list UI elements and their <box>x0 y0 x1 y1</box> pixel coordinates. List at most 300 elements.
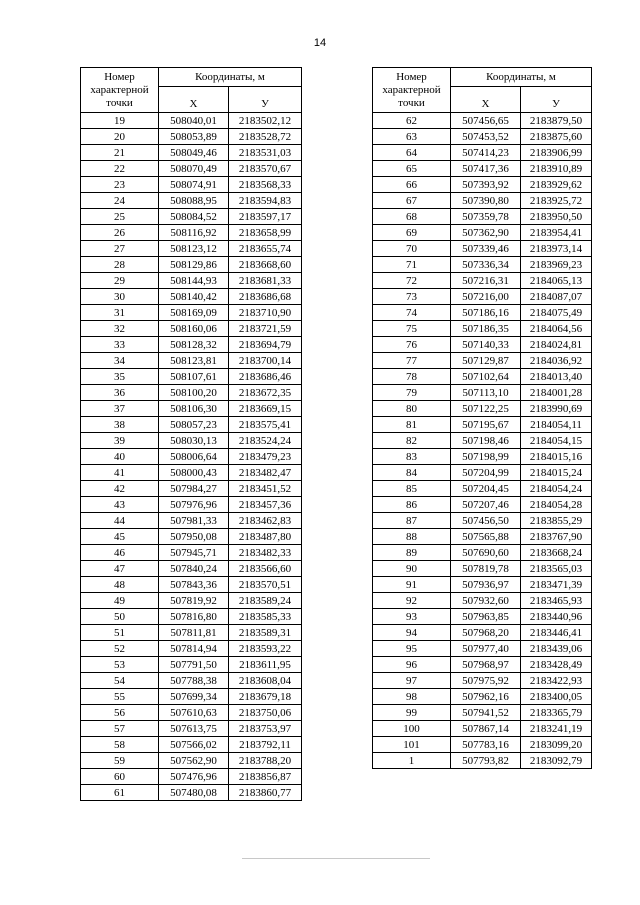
x-coordinate-cell: 508000,43 <box>159 465 229 481</box>
y-coordinate-cell: 2183585,33 <box>229 609 302 625</box>
x-coordinate-cell: 507476,96 <box>159 769 229 785</box>
point-number-cell: 85 <box>373 481 451 497</box>
point-number-cell: 30 <box>81 289 159 305</box>
table-row <box>373 193 592 209</box>
x-coordinate-cell: 508107,61 <box>159 369 229 385</box>
table-row <box>81 449 302 465</box>
point-number-cell: 36 <box>81 385 159 401</box>
x-column-header: X <box>451 87 521 113</box>
y-coordinate-cell: 2184075,49 <box>521 305 592 321</box>
x-coordinate-cell: 508128,32 <box>159 337 229 353</box>
x-coordinate-cell: 508129,86 <box>159 257 229 273</box>
x-coordinate-cell: 508106,30 <box>159 401 229 417</box>
y-coordinate-cell: 2183700,14 <box>229 353 302 369</box>
x-coordinate-cell: 507981,33 <box>159 513 229 529</box>
table-row <box>81 305 302 321</box>
x-coordinate-cell: 507480,08 <box>159 785 229 801</box>
point-number-cell: 48 <box>81 577 159 593</box>
y-coordinate-cell: 2183400,05 <box>521 689 592 705</box>
point-number-cell: 31 <box>81 305 159 321</box>
y-coordinate-cell: 2184013,40 <box>521 369 592 385</box>
x-coordinate-cell: 507840,24 <box>159 561 229 577</box>
y-coordinate-cell: 2183973,14 <box>521 241 592 257</box>
coordinates-header: Координаты, м <box>159 68 302 87</box>
x-coordinate-cell: 507562,90 <box>159 753 229 769</box>
y-coordinate-cell: 2183568,33 <box>229 177 302 193</box>
table-row <box>81 689 302 705</box>
point-number-cell: 101 <box>373 737 451 753</box>
point-number-cell: 50 <box>81 609 159 625</box>
point-number-cell: 58 <box>81 737 159 753</box>
table-row <box>373 337 592 353</box>
table-row <box>373 289 592 305</box>
x-coordinate-cell: 507359,78 <box>451 209 521 225</box>
point-number-cell: 86 <box>373 497 451 513</box>
y-coordinate-cell: 2183750,06 <box>229 705 302 721</box>
y-coordinate-cell: 2183856,87 <box>229 769 302 785</box>
table-row <box>81 113 302 129</box>
x-coordinate-cell: 507414,23 <box>451 145 521 161</box>
table-row <box>373 721 592 737</box>
y-coordinate-cell: 2183241,19 <box>521 721 592 737</box>
point-number-cell: 39 <box>81 433 159 449</box>
x-coordinate-cell: 508169,09 <box>159 305 229 321</box>
y-coordinate-cell: 2183589,31 <box>229 625 302 641</box>
table-row <box>81 737 302 753</box>
x-coordinate-cell: 508123,81 <box>159 353 229 369</box>
y-coordinate-cell: 2183365,79 <box>521 705 592 721</box>
table-row <box>81 401 302 417</box>
point-number-cell: 93 <box>373 609 451 625</box>
table-row <box>373 225 592 241</box>
coordinates-table-right <box>372 67 592 769</box>
x-coordinate-cell: 507936,97 <box>451 577 521 593</box>
point-number-cell: 91 <box>373 577 451 593</box>
y-coordinate-cell: 2184036,92 <box>521 353 592 369</box>
point-number-cell: 25 <box>81 209 159 225</box>
table-row <box>81 289 302 305</box>
x-coordinate-cell: 507945,71 <box>159 545 229 561</box>
x-coordinate-cell: 507613,75 <box>159 721 229 737</box>
coordinates-header: Координаты, м <box>451 68 592 87</box>
table-row <box>373 177 592 193</box>
y-coordinate-cell: 2183524,24 <box>229 433 302 449</box>
y-coordinate-cell: 2183446,41 <box>521 625 592 641</box>
x-coordinate-cell: 508070,49 <box>159 161 229 177</box>
y-coordinate-cell: 2183428,49 <box>521 657 592 673</box>
y-column-header: У <box>521 87 592 113</box>
x-coordinate-cell: 507984,27 <box>159 481 229 497</box>
x-coordinate-cell: 507207,46 <box>451 497 521 513</box>
table-row <box>81 225 302 241</box>
point-number-cell: 60 <box>81 769 159 785</box>
x-coordinate-cell: 508053,89 <box>159 129 229 145</box>
table-row <box>81 721 302 737</box>
x-coordinate-cell: 507791,50 <box>159 657 229 673</box>
point-number-cell: 64 <box>373 145 451 161</box>
y-coordinate-cell: 2183589,24 <box>229 593 302 609</box>
table-row <box>373 161 592 177</box>
point-number-cell: 45 <box>81 529 159 545</box>
table-row <box>373 481 592 497</box>
table-row <box>373 753 592 769</box>
point-number-cell: 26 <box>81 225 159 241</box>
x-coordinate-cell: 507129,87 <box>451 353 521 369</box>
x-coordinate-cell: 507811,81 <box>159 625 229 641</box>
x-coordinate-cell: 508057,23 <box>159 417 229 433</box>
y-coordinate-cell: 2183906,99 <box>521 145 592 161</box>
x-coordinate-cell: 507976,96 <box>159 497 229 513</box>
table-row <box>373 401 592 417</box>
y-coordinate-cell: 2183669,15 <box>229 401 302 417</box>
y-coordinate-cell: 2184015,24 <box>521 465 592 481</box>
x-coordinate-cell: 507977,40 <box>451 641 521 657</box>
x-coordinate-cell: 507102,64 <box>451 369 521 385</box>
table-row <box>81 177 302 193</box>
point-number-cell: 74 <box>373 305 451 321</box>
x-coordinate-cell: 507186,16 <box>451 305 521 321</box>
x-coordinate-cell: 507204,99 <box>451 465 521 481</box>
point-number-cell: 59 <box>81 753 159 769</box>
x-coordinate-cell: 507216,00 <box>451 289 521 305</box>
y-coordinate-cell: 2183575,41 <box>229 417 302 433</box>
y-coordinate-cell: 2184054,24 <box>521 481 592 497</box>
x-coordinate-cell: 508100,20 <box>159 385 229 401</box>
table-row <box>373 705 592 721</box>
y-coordinate-cell: 2183593,22 <box>229 641 302 657</box>
point-number-cell: 92 <box>373 593 451 609</box>
x-coordinate-cell: 507198,99 <box>451 449 521 465</box>
y-coordinate-cell: 2183471,39 <box>521 577 592 593</box>
table-row <box>373 657 592 673</box>
point-number-cell: 46 <box>81 545 159 561</box>
table-row <box>81 145 302 161</box>
x-coordinate-cell: 507362,90 <box>451 225 521 241</box>
x-coordinate-cell: 508084,52 <box>159 209 229 225</box>
x-coordinate-cell: 507122,25 <box>451 401 521 417</box>
point-number-cell: 43 <box>81 497 159 513</box>
point-number-cell: 53 <box>81 657 159 673</box>
table-row <box>373 689 592 705</box>
x-coordinate-cell: 507932,60 <box>451 593 521 609</box>
table-row <box>373 241 592 257</box>
y-coordinate-cell: 2183570,67 <box>229 161 302 177</box>
table-row <box>81 753 302 769</box>
point-number-cell: 42 <box>81 481 159 497</box>
x-coordinate-cell: 507456,65 <box>451 113 521 129</box>
point-number-cell: 77 <box>373 353 451 369</box>
point-number-cell: 80 <box>373 401 451 417</box>
point-number-cell: 24 <box>81 193 159 209</box>
y-coordinate-cell: 2183482,33 <box>229 545 302 561</box>
y-coordinate-cell: 2183668,60 <box>229 257 302 273</box>
x-coordinate-cell: 507417,36 <box>451 161 521 177</box>
point-number-cell: 90 <box>373 561 451 577</box>
x-coordinate-cell: 508123,12 <box>159 241 229 257</box>
table-row <box>81 273 302 289</box>
table-row <box>81 609 302 625</box>
table-row <box>81 769 302 785</box>
y-coordinate-cell: 2184015,16 <box>521 449 592 465</box>
point-number-cell: 70 <box>373 241 451 257</box>
point-number-cell: 81 <box>373 417 451 433</box>
table-row <box>373 305 592 321</box>
point-number-cell: 65 <box>373 161 451 177</box>
x-coordinate-cell: 507941,52 <box>451 705 521 721</box>
x-coordinate-cell: 507453,52 <box>451 129 521 145</box>
point-number-cell: 62 <box>373 113 451 129</box>
point-number-cell: 97 <box>373 673 451 689</box>
page-number: 14 <box>313 37 327 49</box>
x-coordinate-cell: 507186,35 <box>451 321 521 337</box>
table-row <box>81 625 302 641</box>
table-row <box>81 193 302 209</box>
coordinates-table-left <box>80 67 302 801</box>
table-row <box>81 561 302 577</box>
y-coordinate-cell: 2183969,23 <box>521 257 592 273</box>
table-row <box>373 321 592 337</box>
table-row <box>373 465 592 481</box>
y-coordinate-cell: 2184001,28 <box>521 385 592 401</box>
y-coordinate-cell: 2183099,20 <box>521 737 592 753</box>
x-coordinate-cell: 507814,94 <box>159 641 229 657</box>
y-coordinate-cell: 2183668,24 <box>521 545 592 561</box>
table-row <box>373 545 592 561</box>
table-row <box>373 641 592 657</box>
x-coordinate-cell: 507816,80 <box>159 609 229 625</box>
point-number-cell: 79 <box>373 385 451 401</box>
point-number-cell: 55 <box>81 689 159 705</box>
y-coordinate-cell: 2183440,96 <box>521 609 592 625</box>
y-coordinate-cell: 2183860,77 <box>229 785 302 801</box>
table-row <box>81 321 302 337</box>
y-coordinate-cell: 2183422,93 <box>521 673 592 689</box>
point-number-cell: 94 <box>373 625 451 641</box>
table-row <box>81 433 302 449</box>
y-coordinate-cell: 2183565,03 <box>521 561 592 577</box>
x-coordinate-cell: 508088,95 <box>159 193 229 209</box>
y-column-header: У <box>229 87 302 113</box>
table-row <box>81 209 302 225</box>
y-coordinate-cell: 2183611,95 <box>229 657 302 673</box>
coordinates-rows-right <box>373 113 592 769</box>
y-coordinate-cell: 2184087,07 <box>521 289 592 305</box>
x-coordinate-cell: 507690,60 <box>451 545 521 561</box>
point-number-cell: 71 <box>373 257 451 273</box>
y-coordinate-cell: 2184065,13 <box>521 273 592 289</box>
table-row <box>81 593 302 609</box>
table-row <box>81 465 302 481</box>
point-number-cell: 22 <box>81 161 159 177</box>
table-row <box>373 273 592 289</box>
table-row <box>81 577 302 593</box>
y-coordinate-cell: 2183487,80 <box>229 529 302 545</box>
y-coordinate-cell: 2183954,41 <box>521 225 592 241</box>
table-row <box>373 369 592 385</box>
table-row <box>373 417 592 433</box>
point-number-cell: 35 <box>81 369 159 385</box>
y-coordinate-cell: 2184054,15 <box>521 433 592 449</box>
y-coordinate-cell: 2184054,28 <box>521 497 592 513</box>
table-row <box>373 609 592 625</box>
table-row <box>373 113 592 129</box>
point-number-cell: 47 <box>81 561 159 577</box>
x-coordinate-cell: 507610,63 <box>159 705 229 721</box>
x-coordinate-cell: 507963,85 <box>451 609 521 625</box>
point-number-cell: 29 <box>81 273 159 289</box>
y-coordinate-cell: 2183679,18 <box>229 689 302 705</box>
x-coordinate-cell: 507390,80 <box>451 193 521 209</box>
point-number-cell: 32 <box>81 321 159 337</box>
point-number-cell: 78 <box>373 369 451 385</box>
point-number-cell: 76 <box>373 337 451 353</box>
y-coordinate-cell: 2183482,47 <box>229 465 302 481</box>
y-coordinate-cell: 2183531,03 <box>229 145 302 161</box>
table-row <box>373 385 592 401</box>
point-number-cell: 19 <box>81 113 159 129</box>
x-coordinate-cell: 507962,16 <box>451 689 521 705</box>
point-number-header: Номер характерной точки <box>373 68 451 113</box>
y-coordinate-cell: 2183753,97 <box>229 721 302 737</box>
x-coordinate-cell: 507198,46 <box>451 433 521 449</box>
point-number-cell: 67 <box>373 193 451 209</box>
y-coordinate-cell: 2183950,50 <box>521 209 592 225</box>
x-coordinate-cell: 508160,06 <box>159 321 229 337</box>
y-coordinate-cell: 2183462,83 <box>229 513 302 529</box>
y-coordinate-cell: 2183479,23 <box>229 449 302 465</box>
x-coordinate-cell: 507975,92 <box>451 673 521 689</box>
y-coordinate-cell: 2183721,59 <box>229 321 302 337</box>
x-coordinate-cell: 507843,36 <box>159 577 229 593</box>
y-coordinate-cell: 2183710,90 <box>229 305 302 321</box>
y-coordinate-cell: 2183686,46 <box>229 369 302 385</box>
x-coordinate-cell: 507968,97 <box>451 657 521 673</box>
point-number-cell: 82 <box>373 433 451 449</box>
x-coordinate-cell: 507867,14 <box>451 721 521 737</box>
x-coordinate-cell: 507216,31 <box>451 273 521 289</box>
table-row <box>81 705 302 721</box>
point-number-cell: 63 <box>373 129 451 145</box>
y-coordinate-cell: 2183655,74 <box>229 241 302 257</box>
x-coordinate-cell: 508006,64 <box>159 449 229 465</box>
x-coordinate-cell: 507783,16 <box>451 737 521 753</box>
point-number-cell: 87 <box>373 513 451 529</box>
point-number-cell: 89 <box>373 545 451 561</box>
table-row <box>373 145 592 161</box>
x-coordinate-cell: 508116,92 <box>159 225 229 241</box>
point-number-cell: 84 <box>373 465 451 481</box>
x-coordinate-cell: 508144,93 <box>159 273 229 289</box>
point-number-cell: 1 <box>373 753 451 769</box>
y-coordinate-cell: 2184064,56 <box>521 321 592 337</box>
table-row <box>373 353 592 369</box>
y-coordinate-cell: 2183767,90 <box>521 529 592 545</box>
point-number-cell: 66 <box>373 177 451 193</box>
point-number-cell: 99 <box>373 705 451 721</box>
table-row <box>81 337 302 353</box>
y-coordinate-cell: 2183465,93 <box>521 593 592 609</box>
y-coordinate-cell: 2183608,04 <box>229 673 302 689</box>
x-coordinate-cell: 507699,34 <box>159 689 229 705</box>
point-number-cell: 21 <box>81 145 159 161</box>
table-row <box>81 369 302 385</box>
point-number-cell: 68 <box>373 209 451 225</box>
y-coordinate-cell: 2183855,29 <box>521 513 592 529</box>
table-row <box>373 497 592 513</box>
table-row <box>81 161 302 177</box>
point-number-cell: 69 <box>373 225 451 241</box>
y-coordinate-cell: 2183597,17 <box>229 209 302 225</box>
y-coordinate-cell: 2183910,89 <box>521 161 592 177</box>
point-number-cell: 40 <box>81 449 159 465</box>
point-number-cell: 38 <box>81 417 159 433</box>
point-number-cell: 98 <box>373 689 451 705</box>
x-coordinate-cell: 508030,13 <box>159 433 229 449</box>
point-number-cell: 95 <box>373 641 451 657</box>
table-row <box>81 513 302 529</box>
y-coordinate-cell: 2183694,79 <box>229 337 302 353</box>
y-coordinate-cell: 2183457,36 <box>229 497 302 513</box>
point-number-cell: 96 <box>373 657 451 673</box>
point-number-cell: 49 <box>81 593 159 609</box>
table-row <box>81 353 302 369</box>
point-number-cell: 75 <box>373 321 451 337</box>
point-number-cell: 57 <box>81 721 159 737</box>
table-row <box>373 625 592 641</box>
y-coordinate-cell: 2183788,20 <box>229 753 302 769</box>
table-row <box>81 497 302 513</box>
y-coordinate-cell: 2183502,12 <box>229 113 302 129</box>
table-row <box>81 673 302 689</box>
point-number-cell: 83 <box>373 449 451 465</box>
table-row <box>373 449 592 465</box>
table-row <box>81 241 302 257</box>
x-coordinate-cell: 507336,34 <box>451 257 521 273</box>
point-number-cell: 37 <box>81 401 159 417</box>
y-coordinate-cell: 2183594,83 <box>229 193 302 209</box>
table-row <box>81 481 302 497</box>
y-coordinate-cell: 2183570,51 <box>229 577 302 593</box>
point-number-cell: 41 <box>81 465 159 481</box>
y-coordinate-cell: 2183792,11 <box>229 737 302 753</box>
y-coordinate-cell: 2183672,35 <box>229 385 302 401</box>
point-number-cell: 100 <box>373 721 451 737</box>
point-number-cell: 34 <box>81 353 159 369</box>
table-row <box>81 417 302 433</box>
y-coordinate-cell: 2183092,79 <box>521 753 592 769</box>
point-number-cell: 20 <box>81 129 159 145</box>
table-row <box>81 657 302 673</box>
point-number-cell: 88 <box>373 529 451 545</box>
y-coordinate-cell: 2183566,60 <box>229 561 302 577</box>
y-coordinate-cell: 2183990,69 <box>521 401 592 417</box>
point-number-cell: 23 <box>81 177 159 193</box>
footer-divider <box>242 858 430 859</box>
y-coordinate-cell: 2183879,50 <box>521 113 592 129</box>
table-row <box>81 545 302 561</box>
y-coordinate-cell: 2183451,52 <box>229 481 302 497</box>
table-row <box>373 433 592 449</box>
x-coordinate-cell: 507113,10 <box>451 385 521 401</box>
x-coordinate-cell: 508140,42 <box>159 289 229 305</box>
x-coordinate-cell: 507819,92 <box>159 593 229 609</box>
y-coordinate-cell: 2183681,33 <box>229 273 302 289</box>
x-coordinate-cell: 507565,88 <box>451 529 521 545</box>
table-row <box>373 577 592 593</box>
table-row <box>373 561 592 577</box>
table-row <box>81 785 302 801</box>
point-number-cell: 44 <box>81 513 159 529</box>
